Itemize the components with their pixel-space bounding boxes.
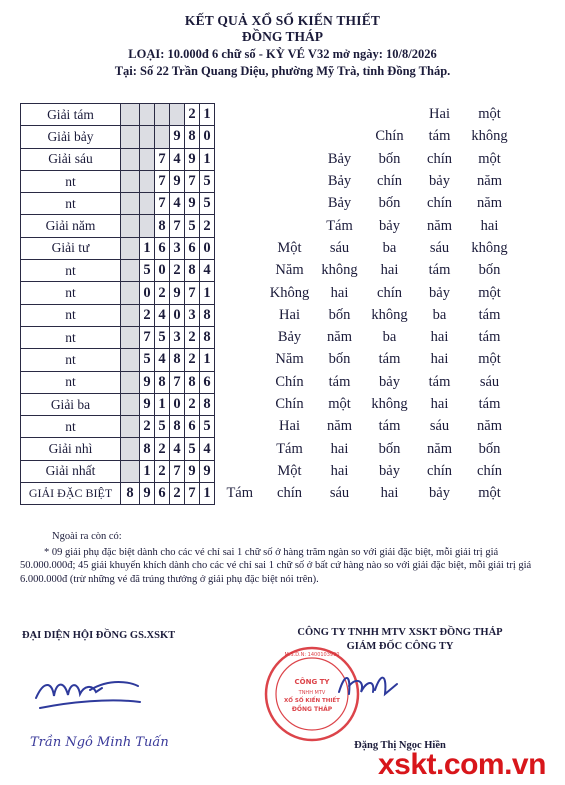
number-word: Hai bbox=[279, 306, 300, 323]
director-signature bbox=[335, 666, 405, 706]
digit-cell: 8 bbox=[185, 371, 200, 393]
number-word: không bbox=[471, 128, 508, 145]
digit-cell: 3 bbox=[170, 237, 185, 259]
digit-cell: 5 bbox=[200, 193, 215, 215]
number-word: Chín bbox=[275, 373, 304, 390]
prize-label: nt bbox=[21, 282, 121, 304]
digit-cell: 8 bbox=[170, 349, 185, 371]
number-word: chín bbox=[277, 485, 302, 502]
prize-label: GIẢI ĐẶC BIỆT bbox=[21, 483, 121, 505]
prize-label: Giải ba bbox=[21, 393, 121, 415]
number-word: sáu bbox=[329, 485, 350, 502]
prize-label: Giải tư bbox=[21, 237, 121, 259]
svg-text:ĐỒNG THÁP: ĐỒNG THÁP bbox=[291, 706, 333, 713]
prize-label: nt bbox=[21, 260, 121, 282]
digit-cell: 5 bbox=[200, 170, 215, 192]
digit-cell: 7 bbox=[185, 170, 200, 192]
digit-cell: 4 bbox=[170, 193, 185, 215]
director-name: Đặng Thị Ngọc Hiền bbox=[354, 740, 446, 751]
prize-label: Giải nhì bbox=[21, 438, 121, 460]
empty-word-cell bbox=[215, 349, 265, 371]
result-row bbox=[21, 260, 515, 282]
digit-cell: 1 bbox=[200, 148, 215, 170]
empty-word-cell bbox=[215, 237, 265, 259]
digit-cell: 9 bbox=[185, 460, 200, 482]
number-word: năm bbox=[427, 440, 452, 457]
number-word: hai bbox=[330, 284, 349, 301]
empty-digit-cell bbox=[121, 326, 140, 348]
digit-cell: 7 bbox=[140, 326, 155, 348]
number-word: không bbox=[371, 396, 408, 412]
digit-cell: 1 bbox=[155, 393, 170, 415]
empty-digit-cell bbox=[121, 349, 140, 371]
results-table bbox=[20, 103, 515, 505]
digit-cell: 5 bbox=[200, 416, 215, 438]
notes-intro: Ngoài ra còn có: bbox=[52, 531, 122, 542]
number-word: năm bbox=[477, 173, 502, 190]
number-word: tám bbox=[378, 418, 401, 435]
results-body bbox=[21, 104, 515, 505]
digit-cell: 6 bbox=[185, 416, 200, 438]
empty-word-cell bbox=[365, 104, 415, 126]
empty-word-cell bbox=[215, 438, 265, 460]
number-word: Một bbox=[277, 462, 302, 479]
number-word: Năm bbox=[275, 262, 304, 279]
empty-word-cell bbox=[265, 193, 315, 215]
prize-label: Giải sáu bbox=[21, 148, 121, 170]
director-title: GIÁM ĐỐC CÔNG TY bbox=[346, 641, 454, 652]
digit-cell: 7 bbox=[170, 371, 185, 393]
digit-cell: 9 bbox=[140, 393, 155, 415]
result-row bbox=[21, 237, 515, 259]
result-row bbox=[21, 416, 515, 438]
empty-word-cell bbox=[265, 104, 315, 126]
result-row bbox=[21, 483, 515, 505]
digit-cell: 6 bbox=[155, 237, 170, 259]
number-word: Không bbox=[269, 284, 310, 301]
number-word: Một bbox=[277, 239, 302, 256]
digit-cell: 2 bbox=[155, 460, 170, 482]
number-word: chín bbox=[377, 173, 402, 190]
number-word: hai bbox=[430, 329, 449, 346]
prize-label: Giải năm bbox=[21, 215, 121, 237]
number-word: tám bbox=[328, 373, 351, 390]
digit-cell: 1 bbox=[140, 460, 155, 482]
number-word: năm bbox=[327, 329, 352, 346]
number-word: chín bbox=[427, 462, 452, 479]
number-word: tám bbox=[478, 306, 501, 323]
prize-label: nt bbox=[21, 304, 121, 326]
empty-word-cell bbox=[215, 148, 265, 170]
digit-cell: 2 bbox=[140, 304, 155, 326]
number-word: bốn bbox=[378, 440, 401, 457]
empty-word-cell bbox=[315, 104, 365, 126]
notes-text: * 09 giải phụ đặc biệt dành cho các vé chỉ sai 1 chữ số ở hàng trăm ngàn so với giải đặc biệt, mỗi giải trị giá 50.000.000đ; 45 giải khuyến khích dành cho các vé chỉ sai 1 chữ số ở bất cứ hàng nào so với giải đặc biệt, mỗi giải trị giá 6.000.000đ (trừ những vé đã trúng thưởng ở giải phụ đặc biệt nói trên). bbox=[20, 546, 532, 585]
number-word: tám bbox=[428, 262, 451, 279]
digit-cell: 2 bbox=[170, 260, 185, 282]
result-row bbox=[21, 460, 515, 482]
svg-text:TNHH MTV: TNHH MTV bbox=[298, 690, 326, 696]
svg-text:M.S.D.N: 1400103990: M.S.D.N: 1400103990 bbox=[284, 652, 340, 658]
number-word: hai bbox=[330, 462, 349, 479]
empty-digit-cell bbox=[121, 170, 140, 192]
prize-label: nt bbox=[21, 326, 121, 348]
notes-section bbox=[20, 530, 550, 586]
number-word: hai bbox=[380, 485, 399, 502]
document-header bbox=[0, 12, 565, 79]
empty-word-cell bbox=[315, 126, 365, 148]
empty-digit-cell bbox=[170, 104, 185, 126]
empty-digit-cell bbox=[121, 371, 140, 393]
digit-cell: 4 bbox=[200, 438, 215, 460]
number-word: Hai bbox=[429, 106, 450, 123]
digit-cell: 1 bbox=[200, 282, 215, 304]
empty-word-cell bbox=[215, 104, 265, 126]
document-subtitle: ĐỒNG THÁP bbox=[241, 29, 324, 44]
result-row bbox=[21, 215, 515, 237]
empty-word-cell bbox=[215, 393, 265, 415]
digit-cell: 5 bbox=[155, 326, 170, 348]
number-word: ba bbox=[382, 239, 397, 256]
number-word: bảy bbox=[379, 217, 400, 234]
digit-cell: 8 bbox=[155, 371, 170, 393]
empty-digit-cell bbox=[140, 126, 155, 148]
number-word: bảy bbox=[379, 373, 400, 390]
empty-digit-cell bbox=[121, 104, 140, 126]
digit-cell: 9 bbox=[170, 282, 185, 304]
result-row bbox=[21, 148, 515, 170]
digit-cell: 8 bbox=[200, 393, 215, 415]
ticket-info-line: LOẠI: 10.000đ 6 chữ số - KỲ VÉ V32 mở ngày: 10/8/2026 bbox=[128, 47, 437, 61]
digit-cell: 2 bbox=[140, 416, 155, 438]
number-word: bốn bbox=[378, 150, 401, 167]
result-row bbox=[21, 104, 515, 126]
number-word: tám bbox=[478, 396, 501, 412]
number-word: hai bbox=[430, 351, 449, 368]
empty-word-cell bbox=[215, 260, 265, 282]
digit-cell: 0 bbox=[200, 126, 215, 148]
number-word: một bbox=[328, 396, 351, 412]
number-word: sáu bbox=[479, 373, 500, 390]
digit-cell: 1 bbox=[200, 483, 215, 505]
digit-cell: 9 bbox=[140, 371, 155, 393]
empty-word-cell bbox=[215, 282, 265, 304]
digit-cell: 9 bbox=[140, 483, 155, 505]
empty-digit-cell bbox=[140, 193, 155, 215]
digit-cell: 0 bbox=[155, 260, 170, 282]
digit-cell: 2 bbox=[185, 104, 200, 126]
number-word: một bbox=[478, 284, 501, 301]
council-signature bbox=[30, 668, 160, 718]
empty-digit-cell bbox=[121, 460, 140, 482]
number-word: ba bbox=[382, 329, 397, 346]
number-word: hai bbox=[380, 262, 399, 279]
site-watermark: xskt.com.vn bbox=[378, 748, 546, 781]
digit-cell: 7 bbox=[170, 215, 185, 237]
number-word: bốn bbox=[378, 195, 401, 212]
empty-word-cell bbox=[265, 215, 315, 237]
result-row bbox=[21, 326, 515, 348]
number-word: không bbox=[321, 262, 358, 279]
empty-digit-cell bbox=[121, 282, 140, 304]
number-word: bảy bbox=[379, 462, 400, 479]
number-word: tám bbox=[378, 351, 401, 368]
result-row bbox=[21, 193, 515, 215]
number-word: tám bbox=[428, 373, 451, 390]
number-word: không bbox=[471, 239, 508, 256]
number-word: bảy bbox=[429, 173, 450, 190]
empty-word-cell bbox=[265, 126, 315, 148]
digit-cell: 8 bbox=[185, 260, 200, 282]
number-word: bốn bbox=[478, 440, 501, 457]
number-word: bảy bbox=[429, 485, 450, 502]
empty-digit-cell bbox=[140, 215, 155, 237]
empty-digit-cell bbox=[121, 193, 140, 215]
number-word: bảy bbox=[429, 284, 450, 301]
number-word: năm bbox=[477, 418, 502, 435]
council-signature-title: ĐẠI DIỆN HỘI ĐỒNG GS.XSKT bbox=[22, 630, 176, 641]
number-word: sáu bbox=[429, 239, 450, 256]
number-word: hai bbox=[430, 396, 449, 412]
digit-cell: 6 bbox=[155, 483, 170, 505]
digit-cell: 0 bbox=[140, 282, 155, 304]
empty-digit-cell bbox=[121, 393, 140, 415]
digit-cell: 2 bbox=[155, 438, 170, 460]
prize-label: Giải bảy bbox=[21, 126, 121, 148]
number-word: Hai bbox=[279, 418, 300, 435]
number-word: Bảy bbox=[327, 150, 352, 167]
number-word: chín bbox=[377, 284, 402, 301]
digit-cell: 7 bbox=[155, 170, 170, 192]
digit-cell: 0 bbox=[170, 304, 185, 326]
empty-digit-cell bbox=[121, 148, 140, 170]
number-word: tám bbox=[478, 329, 501, 346]
digit-cell: 1 bbox=[200, 104, 215, 126]
number-word: năm bbox=[327, 418, 352, 435]
number-word: bốn bbox=[328, 351, 351, 368]
number-word: chín bbox=[427, 195, 452, 212]
prize-label: Giải tám bbox=[21, 104, 121, 126]
council-handwritten-name: Trần Ngô Minh Tuấn bbox=[30, 735, 169, 750]
digit-cell: 8 bbox=[140, 438, 155, 460]
number-word: Tám bbox=[276, 440, 303, 457]
digit-cell: 5 bbox=[155, 416, 170, 438]
empty-word-cell bbox=[265, 170, 315, 192]
number-word: một bbox=[478, 351, 501, 368]
empty-digit-cell bbox=[155, 126, 170, 148]
number-word: Chín bbox=[275, 396, 304, 412]
result-row bbox=[21, 349, 515, 371]
digit-cell: 5 bbox=[185, 215, 200, 237]
empty-digit-cell bbox=[155, 104, 170, 126]
prize-label: Giải nhất bbox=[21, 460, 121, 482]
number-word: sáu bbox=[429, 418, 450, 435]
empty-word-cell bbox=[215, 326, 265, 348]
digit-cell: 7 bbox=[155, 148, 170, 170]
address-line: Tại: Số 22 Trần Quang Diệu, phường Mỹ Trà, tỉnh Đồng Tháp. bbox=[114, 64, 451, 78]
empty-digit-cell bbox=[121, 215, 140, 237]
digit-cell: 9 bbox=[170, 170, 185, 192]
digit-cell: 4 bbox=[170, 438, 185, 460]
digit-cell: 2 bbox=[185, 393, 200, 415]
empty-digit-cell bbox=[121, 438, 140, 460]
digit-cell: 4 bbox=[200, 260, 215, 282]
result-row bbox=[21, 371, 515, 393]
digit-cell: 6 bbox=[200, 371, 215, 393]
result-row bbox=[21, 438, 515, 460]
empty-word-cell bbox=[215, 126, 265, 148]
empty-word-cell bbox=[215, 371, 265, 393]
empty-digit-cell bbox=[140, 104, 155, 126]
prize-label: nt bbox=[21, 416, 121, 438]
number-word: bốn bbox=[328, 306, 351, 323]
number-word: bốn bbox=[478, 262, 501, 279]
digit-cell: 2 bbox=[185, 326, 200, 348]
digit-cell: 8 bbox=[170, 416, 185, 438]
result-row bbox=[21, 282, 515, 304]
digit-cell: 5 bbox=[140, 260, 155, 282]
number-word: Tám bbox=[226, 485, 254, 502]
prize-label: nt bbox=[21, 371, 121, 393]
result-row bbox=[21, 170, 515, 192]
digit-cell: 8 bbox=[200, 304, 215, 326]
digit-cell: 9 bbox=[200, 460, 215, 482]
document-title: KẾT QUẢ XỔ SỐ KIẾN THIẾT bbox=[184, 13, 381, 28]
empty-word-cell bbox=[215, 460, 265, 482]
empty-word-cell bbox=[265, 148, 315, 170]
digit-cell: 0 bbox=[170, 393, 185, 415]
digit-cell: 3 bbox=[185, 304, 200, 326]
svg-text:CÔNG TY: CÔNG TY bbox=[294, 678, 330, 686]
number-word: một bbox=[478, 485, 501, 502]
digit-cell: 7 bbox=[170, 460, 185, 482]
digit-cell: 0 bbox=[200, 237, 215, 259]
number-word: Bảy bbox=[277, 329, 302, 346]
digit-cell: 8 bbox=[200, 326, 215, 348]
empty-digit-cell bbox=[121, 416, 140, 438]
number-word: sáu bbox=[329, 239, 350, 256]
digit-cell: 4 bbox=[155, 349, 170, 371]
empty-digit-cell bbox=[140, 148, 155, 170]
number-word: Tám bbox=[326, 217, 353, 234]
number-word: năm bbox=[427, 217, 452, 234]
digit-cell: 2 bbox=[170, 483, 185, 505]
digit-cell: 7 bbox=[155, 193, 170, 215]
empty-word-cell bbox=[215, 416, 265, 438]
empty-digit-cell bbox=[121, 304, 140, 326]
number-word: Bảy bbox=[327, 173, 352, 190]
number-word: hai bbox=[480, 217, 499, 234]
number-word: ba bbox=[432, 306, 447, 323]
number-word: một bbox=[478, 106, 501, 123]
digit-cell: 7 bbox=[185, 282, 200, 304]
digit-cell: 9 bbox=[185, 193, 200, 215]
result-row bbox=[21, 126, 515, 148]
digit-cell: 6 bbox=[185, 237, 200, 259]
number-word: không bbox=[371, 306, 408, 323]
digit-cell: 4 bbox=[170, 148, 185, 170]
number-word: tám bbox=[428, 128, 451, 145]
number-word: Bảy bbox=[327, 195, 352, 212]
digit-cell: 4 bbox=[155, 304, 170, 326]
number-word: hai bbox=[330, 440, 349, 457]
number-word: năm bbox=[477, 195, 502, 212]
digit-cell: 8 bbox=[121, 483, 140, 505]
prize-label: nt bbox=[21, 193, 121, 215]
empty-digit-cell bbox=[121, 126, 140, 148]
empty-word-cell bbox=[215, 304, 265, 326]
number-word: chín bbox=[427, 150, 452, 167]
empty-word-cell bbox=[215, 170, 265, 192]
result-row bbox=[21, 304, 515, 326]
number-word: một bbox=[478, 150, 501, 167]
empty-word-cell bbox=[215, 215, 265, 237]
svg-text:XỔ SỐ KIẾN THIẾT: XỔ SỐ KIẾN THIẾT bbox=[284, 698, 340, 704]
digit-cell: 2 bbox=[200, 215, 215, 237]
empty-digit-cell bbox=[121, 237, 140, 259]
prize-label: nt bbox=[21, 349, 121, 371]
digit-cell: 8 bbox=[155, 215, 170, 237]
company-name: CÔNG TY TNHH MTV XSKT ĐỒNG THÁP bbox=[297, 627, 503, 638]
digit-cell: 1 bbox=[140, 237, 155, 259]
number-word: Năm bbox=[275, 351, 304, 368]
digit-cell: 5 bbox=[185, 438, 200, 460]
empty-digit-cell bbox=[121, 260, 140, 282]
digit-cell: 7 bbox=[185, 483, 200, 505]
number-word: Chín bbox=[375, 128, 404, 145]
digit-cell: 3 bbox=[170, 326, 185, 348]
empty-word-cell bbox=[215, 193, 265, 215]
result-row bbox=[21, 393, 515, 415]
prize-label: nt bbox=[21, 170, 121, 192]
digit-cell: 1 bbox=[200, 349, 215, 371]
empty-digit-cell bbox=[140, 170, 155, 192]
digit-cell: 2 bbox=[185, 349, 200, 371]
digit-cell: 5 bbox=[140, 349, 155, 371]
digit-cell: 9 bbox=[170, 126, 185, 148]
digit-cell: 2 bbox=[155, 282, 170, 304]
digit-cell: 9 bbox=[185, 148, 200, 170]
digit-cell: 8 bbox=[185, 126, 200, 148]
number-word: chín bbox=[477, 462, 502, 479]
